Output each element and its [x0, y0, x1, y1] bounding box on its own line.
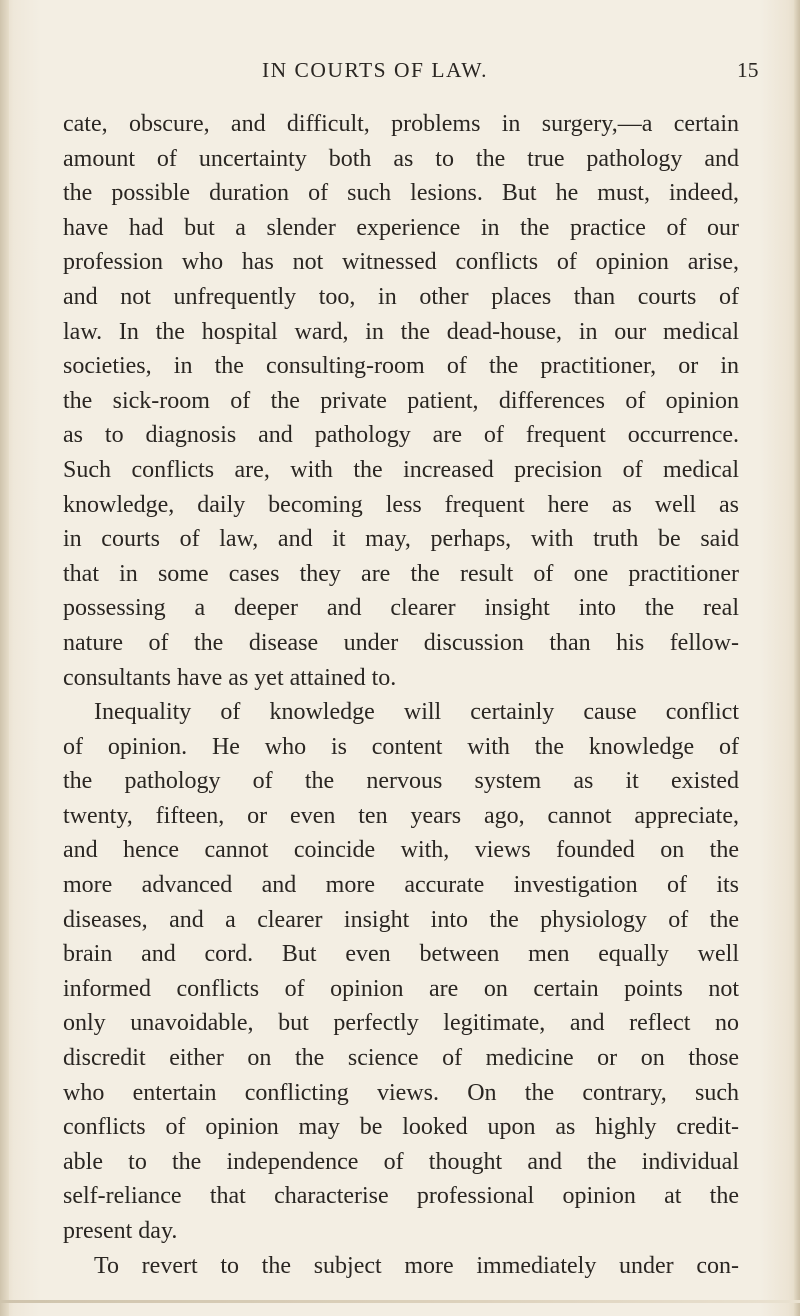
text-line: cate, obscure, and difficult, problems in surgery,—a certain [63, 111, 739, 137]
text-line: in courts of law, and it may, perhaps, with truth be said [63, 526, 739, 553]
text-line: the sick-room of the private patient, differences of opinion [63, 387, 739, 414]
paragraph-end-line: present day. [63, 1218, 178, 1244]
page-header [0, 58, 800, 98]
text-line: amount of uncertainty both as to the true pathology and [63, 145, 739, 172]
page-gutter-shadow [0, 0, 9, 1316]
text-line: twenty, fifteen, or even ten years ago, cannot appreciate, [63, 802, 739, 829]
text-line: self-reliance that characterise professional opinion at the [63, 1183, 739, 1210]
text-line: diseases, and a clearer insight into the physiology of the [63, 906, 739, 933]
text-line: possessing a deeper and clearer insight into the real [63, 595, 739, 622]
text-line: discredit either on the science of medicine or on those [63, 1045, 739, 1072]
running-head: IN COURTS OF LAW. [262, 58, 488, 82]
body-text [63, 107, 739, 1283]
text-line: the pathology of the nervous system as it existed [63, 768, 739, 795]
text-line: who entertain conflicting views. On the contrary, such [63, 1079, 739, 1106]
text-line: and not unfrequently too, in other places than courts of [63, 283, 739, 310]
paragraph-start-line: To revert to the subject more immediately under con- [94, 1252, 739, 1279]
page-number: 15 [737, 58, 759, 82]
page-bottom-edge [0, 1300, 800, 1303]
text-line: conflicts of opinion may be looked upon as highly credit- [63, 1114, 739, 1141]
paragraph-end-line: consultants have as yet attained to. [63, 664, 397, 691]
text-line: law. In the hospital ward, in the dead-house, in our medical [63, 318, 739, 345]
text-line: that in some cases they are the result of one practitioner [63, 560, 739, 587]
text-line: able to the independence of thought and the individual [63, 1148, 739, 1175]
text-line: societies, in the consulting-room of the practitioner, or in [63, 353, 739, 380]
text-line: only unavoidable, but perfectly legitimate, and reflect no [63, 1010, 739, 1037]
paragraph-start-line: Inequality of knowledge will certainly cause conflict [94, 699, 739, 726]
text-line: knowledge, daily becoming less frequent here as well as [63, 491, 739, 518]
text-line: and hence cannot coincide with, views founded on the [63, 837, 739, 864]
text-line: Such conflicts are, with the increased precision of medical [63, 456, 739, 483]
text-line: profession who has not witnessed conflicts of opinion arise, [63, 249, 739, 276]
text-line: informed conflicts of opinion are on certain points not [63, 975, 739, 1002]
text-line: as to diagnosis and pathology are of frequent occurrence. [63, 422, 739, 449]
page-edge-shadow [794, 0, 800, 1316]
text-line: nature of the disease under discussion than his fellow- [63, 629, 739, 656]
text-line: more advanced and more accurate investigation of its [63, 872, 739, 899]
text-line: have had but a slender experience in the practice of our [63, 214, 739, 241]
text-line: the possible duration of such lesions. But he must, indeed, [63, 180, 739, 207]
text-line: of opinion. He who is content with the knowledge of [63, 733, 739, 760]
text-line: brain and cord. But even between men equally well [63, 941, 739, 968]
